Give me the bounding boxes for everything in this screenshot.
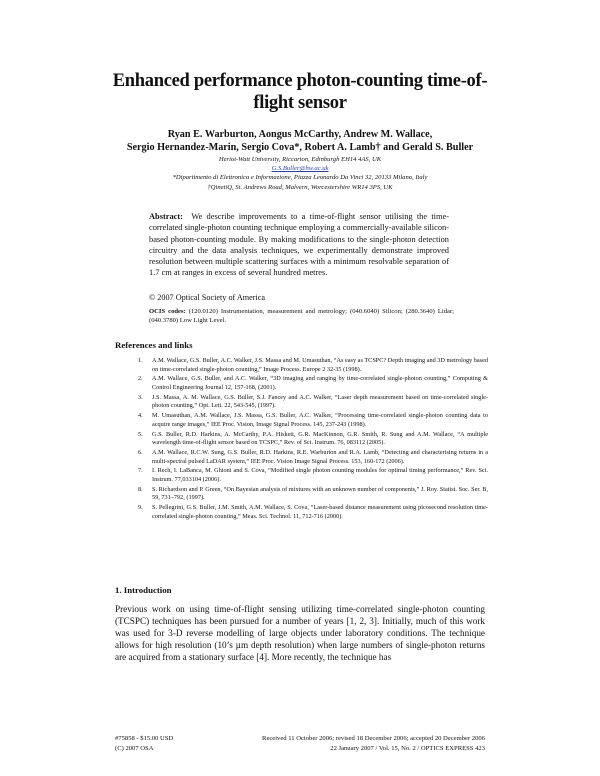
reference-text: A.M. Wallace, G.S. Buller, and A.C. Walker, “3D imaging and ranging by time-correlated single-photon counting,” Computing & Control Engineering Journal 12, 157-168, (2001). — [152, 375, 488, 391]
reference-text: M. Umasuthan, A.M. Wallace, J.S. Massa, G.S. Buller, A.C. Walker, “Processing time-correlated single-photon counting data to acquire range images,” IEE Proc. Vision, Image Signal Process. 145, 237-243 (1998). — [152, 412, 488, 428]
reference-item — [138, 431, 488, 448]
authors-line-1: Ryan E. Warburton, Aongus McCarthy, Andrew M. Wallace, — [167, 129, 433, 140]
reference-number: 3. — [138, 393, 143, 401]
reference-number: 6. — [138, 448, 143, 456]
reference-number: 1. — [138, 357, 143, 364]
affiliations — [90, 155, 510, 192]
reference-text: S. Richardson and P. Green, “On Bayesian analysis of mixtures with an unknown number of components,” J. Roy. Statist. Soc. Ser. B, 59, 731–792, (1997). — [152, 485, 488, 502]
title-line-2: flight sensor — [253, 93, 347, 113]
ocis-label: OCIS codes: — [149, 308, 186, 315]
reference-number: 9. — [138, 504, 143, 512]
title-line-1: Enhanced performance photon-counting time-of- — [112, 71, 488, 91]
abstract — [149, 211, 449, 279]
reference-item — [138, 375, 488, 392]
authors-line-2: Sergio Hernandez-Marin, Sergio Cova*, Robert A. Lamb† and Gerald S. Buller — [126, 142, 474, 153]
reference-text: J.S. Massa, A. M. Wallace, G.S. Buller, S.J. Fancey and A.C. Walker, “Laser depth measurement based on time-correlated single-photon counting,” Opt. Lett. 22, 543-545, (1997). — [152, 393, 488, 410]
references-list — [138, 357, 488, 523]
reference-text: I. Rech, I. LaBanca, M. Ghioni and S. Cova, “Modified single photon counting modules for optimal timing performance,” Rev. Sci. Instrum. 77,033104 (2006). — [152, 467, 488, 483]
ocis-codes — [149, 307, 454, 325]
reference-item — [138, 449, 488, 466]
reference-item — [138, 394, 488, 411]
reference-number: 5. — [138, 430, 143, 438]
introduction-text: Previous work on using time-of-flight sensing utilizing time-correlated single-photon counting (TCSPC) techniques has been pursued for a number of years [1, 2, 3]. Initially, much of this work was used for 3-D reverse modelling of large objects under laboratory conditions. The technique allows for high resolution (10’s µm depth resolution) when large numbers of single-photon returns are acquired from a stationary surface [4]. More recently, the technique has — [115, 604, 485, 662]
affiliation-1: Heriot-Watt University, Riccarton, Edinburgh EH14 4AS, UK — [218, 156, 382, 163]
reference-text: G.S. Buller, R.D. Harkins, A. McCarthy, P.A. Hiskett, G.R. MacKinnon, G.R. Smith, R. Sung and A.M. Wallace, “A multiple wavelength time-of-flight sensor based on TCSPC,” Rev. of Sci. Instrum. 76, 083112 (2005). — [152, 430, 488, 447]
reference-number: 7. — [138, 467, 143, 475]
abstract-text: We describe improvements to a time-of-flight sensor utilising the time-correlated single-photon counting technique employing a commercially-available silicon-based photon-counting module. By making modifications to the single-photon detection circuitry and the data analysis techniques, we experimentally demonstrate improved resolution between multiple scattering surfaces with a minimum resolvable separation of 1.7 cm at ranges in excess of several hundred metres. — [149, 212, 450, 278]
footer-price: #75858 - $15.00 USD — [115, 735, 174, 742]
reference-number: 2. — [138, 375, 143, 383]
reference-text: A.M. Wallace, G.S. Buller, A.C. Walker, J.S. Massa and M. Umasuthan, “As easy as TCSPC? Depth imaging and 3D metrology based on time-correlated single-photon counting,” Image Process. Europe 2 32-35 (1998). — [152, 357, 488, 373]
reference-text: S. Pellegrini, G.S. Buller, J.M. Smith, A.M. Wallace, S. Cova, “Laser-based distance measurement using picosecond resolution time-correlated single-photon counting,” Meas. Sci. Technol. 11, 712-716 (2000). — [152, 504, 488, 520]
author-list — [90, 128, 510, 154]
paper-title — [80, 70, 520, 114]
footer-received: Received 11 October 2006; revised 18 December 2006; accepted 20 December 2006 — [262, 735, 485, 742]
footer-left — [115, 734, 173, 753]
references-heading: References and links — [115, 340, 193, 350]
reference-item — [138, 357, 488, 374]
reference-item — [138, 412, 488, 429]
reference-text: A.M. Wallace, R.C.W. Sung, G.S. Buller, R.D. Harkins, R.E. Warburton and R.A. Lamb, “Detecting and characterising returns in a multi-spectral pulsed LaDAR system,” IEE Proc. Vision Image Signal Process. 153, 160-172 (2006). — [152, 448, 488, 465]
reference-number: 4. — [138, 412, 143, 420]
reference-item — [138, 467, 488, 484]
reference-item — [138, 504, 488, 521]
reference-item — [138, 486, 488, 503]
footer-right — [230, 734, 485, 753]
email-link[interactable]: G.S.Buller@hw.ac.uk — [271, 165, 329, 173]
copyright-notice: © 2007 Optical Society of America — [149, 293, 266, 302]
ocis-text: (120.0120) Instrumentation, measurement and metrology; (040.6040) Silicon; (280.3640) Lidar; (040.3780) Low Light Level. — [149, 308, 454, 324]
reference-number: 8. — [138, 485, 143, 493]
footer-citation: 22 January 2007 / Vol. 15, No. 2 / OPTICS EXPRESS 423 — [330, 744, 485, 752]
affiliation-3: †QinetiQ, St. Andrews Road, Malvern, Worcestershire WR14 3PS, UK — [207, 183, 393, 191]
affiliation-2: *Dipartimento di Elettronica e Informazione, Piazza Leonardo Da Vinci 32, 20133 Milano, Italy — [172, 174, 428, 182]
footer-copyright: (C) 2007 OSA — [115, 744, 154, 752]
abstract-label: Abstract: — [149, 212, 183, 221]
introduction-heading: 1. Introduction — [115, 585, 172, 595]
